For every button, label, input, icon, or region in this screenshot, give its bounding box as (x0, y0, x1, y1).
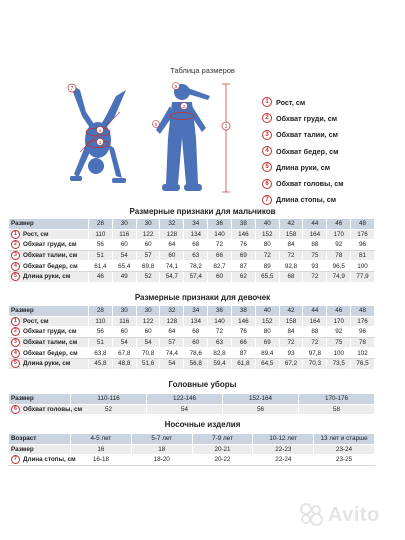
value-cell: 72 (279, 337, 303, 348)
legend-item: 6 Обхват головы, см (262, 175, 402, 191)
value-cell: 63,8 (89, 348, 113, 359)
svg-text:2: 2 (182, 104, 186, 109)
header-cell: 5-7 лет (131, 434, 192, 445)
header-cell: 170-176 (299, 394, 375, 405)
header-cell: 122-146 (147, 394, 223, 405)
value-cell: 87 (231, 261, 255, 272)
value-cell: 100 (351, 261, 375, 272)
value-cell: 60 (112, 240, 136, 251)
boys-size-table (8, 218, 375, 283)
value-cell: 78,6 (184, 348, 208, 359)
value-cell: 122 (136, 316, 160, 327)
value-cell: 54 (136, 337, 160, 348)
value-cell: 102 (351, 348, 375, 359)
header-cell: 36 (208, 306, 232, 317)
value-cell: 92 (327, 327, 351, 338)
value-cell: 51,6 (136, 358, 160, 369)
value-cell: 69 (231, 250, 255, 261)
page-title: Таблица размеров (170, 66, 235, 75)
table-row (9, 250, 375, 261)
value-cell: 46 (89, 271, 113, 282)
table-row (9, 404, 375, 415)
value-cell: 67,8 (112, 348, 136, 359)
value-cell: 170 (327, 316, 351, 327)
value-cell: 89 (255, 261, 279, 272)
value-cell: 72 (208, 327, 232, 338)
table-header-row (9, 219, 375, 230)
value-cell: 56,8 (184, 358, 208, 369)
value-cell: 75 (327, 337, 351, 348)
value-cell: 92,8 (279, 261, 303, 272)
row-label: Обхват талии, см (23, 339, 78, 347)
value-cell: 164 (303, 316, 327, 327)
value-cell: 63 (208, 337, 232, 348)
value-cell: 60 (160, 250, 184, 261)
row-label: Длина руки, см (23, 273, 71, 281)
value-cell: 52 (136, 271, 160, 282)
measurement-number-badge: 4 (11, 349, 20, 358)
row-label: Обхват груди, см (23, 328, 77, 336)
value-cell: 56 (89, 327, 113, 338)
row-label: Размер (11, 445, 34, 453)
value-cell: 54,7 (160, 271, 184, 282)
value-cell: 64 (160, 240, 184, 251)
value-cell: 56 (223, 404, 299, 415)
header-cell: 36 (208, 219, 232, 230)
value-cell: 57,4 (184, 271, 208, 282)
header-cell: 30 (112, 306, 136, 317)
header-cell: 30 (136, 219, 160, 230)
header-cell: 32 (160, 306, 184, 317)
legend-item: 4 Обхват бедер, см (262, 143, 402, 159)
hats-size-table (8, 393, 375, 415)
svg-text:1: 1 (224, 124, 228, 130)
value-cell: 82,8 (208, 348, 232, 359)
table-row (9, 271, 375, 282)
boys-section-title: Размерные признаки для мальчиков (129, 207, 276, 216)
value-cell: 69,8 (136, 261, 160, 272)
value-cell: 78 (351, 337, 375, 348)
value-cell: 81 (351, 250, 375, 261)
measurement-number-badge: 7 (11, 455, 20, 464)
value-cell: 96 (351, 240, 375, 251)
header-cell: 42 (279, 306, 303, 317)
header-cell: 34 (184, 219, 208, 230)
value-cell: 66 (208, 250, 232, 261)
value-cell: 54 (112, 250, 136, 261)
header-label-cell: Размер (9, 219, 89, 230)
header-cell: 34 (184, 306, 208, 317)
value-cell: 60 (136, 240, 160, 251)
measurement-number-badge: 3 (11, 338, 20, 347)
value-cell: 62 (231, 271, 255, 282)
value-cell: 23-24 (314, 444, 375, 455)
table-row (9, 455, 375, 466)
hats-section-title: Головные уборы (168, 380, 237, 389)
value-cell: 74,1 (160, 261, 184, 272)
measurement-number-badge: 3 (11, 251, 20, 260)
value-cell: 65,4 (112, 261, 136, 272)
value-cell: 88 (303, 240, 327, 251)
value-cell: 152 (255, 229, 279, 240)
legend-item: 7 Длина стопы, см (262, 192, 402, 208)
value-cell: 110 (89, 229, 113, 240)
value-cell: 128 (160, 316, 184, 327)
header-cell: 48 (351, 219, 375, 230)
value-cell: 100 (327, 348, 351, 359)
value-cell: 52 (71, 404, 147, 415)
value-cell: 23-25 (314, 455, 375, 466)
value-cell: 68 (184, 327, 208, 338)
measurement-legend (262, 94, 402, 208)
value-cell: 16 (71, 444, 132, 455)
header-cell: 4-5 лет (71, 434, 132, 445)
value-cell: 66 (231, 337, 255, 348)
value-cell: 57 (160, 337, 184, 348)
measurement-number-badge: 5 (11, 359, 20, 368)
value-cell: 54 (160, 358, 184, 369)
value-cell: 63 (184, 250, 208, 261)
value-cell: 93 (303, 261, 327, 272)
measurement-number-badge: 4 (11, 262, 20, 271)
row-label: Обхват талии, см (23, 252, 78, 260)
value-cell: 74,9 (327, 271, 351, 282)
value-cell: 72 (303, 271, 327, 282)
legend-item: 2 Обхват груди, см (262, 110, 402, 126)
measurement-number-badge: 2 (11, 327, 20, 336)
header-cell: 46 (327, 306, 351, 317)
girls-section-title: Размерные признаки для девочек (134, 293, 271, 302)
value-cell: 87 (231, 348, 255, 359)
value-cell: 49 (112, 271, 136, 282)
table-header-row (9, 306, 375, 317)
header-cell: 30 (112, 219, 136, 230)
value-cell: 45,8 (89, 358, 113, 369)
value-cell: 64 (160, 327, 184, 338)
header-cell: 10-12 лет (253, 434, 314, 445)
row-label: Обхват бедер, см (23, 349, 78, 357)
value-cell: 82,7 (208, 261, 232, 272)
table-row (9, 240, 375, 251)
header-cell: 42 (279, 219, 303, 230)
socks-size-table (8, 433, 375, 466)
value-cell: 18-20 (131, 455, 192, 466)
girls-size-table (8, 305, 375, 370)
value-cell: 70,8 (136, 348, 160, 359)
value-cell: 170 (327, 229, 351, 240)
measurement-number-badge: 5 (11, 272, 20, 281)
header-cell: 38 (231, 219, 255, 230)
value-cell: 176 (351, 229, 375, 240)
value-cell: 68 (279, 271, 303, 282)
svg-text:3: 3 (98, 140, 102, 145)
value-cell: 110 (89, 316, 113, 327)
header-cell: 13 лет и старше (314, 434, 375, 445)
value-cell: 116 (112, 229, 136, 240)
value-cell: 56 (89, 240, 113, 251)
value-cell: 57 (136, 250, 160, 261)
legend-item: 1 Рост, см (262, 94, 402, 110)
value-cell: 76,5 (351, 358, 375, 369)
value-cell: 92 (327, 240, 351, 251)
table-row (9, 261, 375, 272)
header-cell: 32 (160, 219, 184, 230)
value-cell: 54 (112, 337, 136, 348)
value-cell: 51 (89, 250, 113, 261)
row-label: Длина руки, см (23, 360, 71, 368)
measurement-number-badge: 1 (11, 317, 20, 326)
value-cell: 18 (131, 444, 192, 455)
measurement-number-badge: 6 (11, 405, 20, 414)
value-cell: 93 (279, 348, 303, 359)
row-label-cell (9, 271, 89, 282)
value-cell: 16-18 (71, 455, 132, 466)
row-label: Обхват груди, см (23, 241, 77, 249)
header-cell: 44 (303, 306, 327, 317)
legend-item: 5 Длина руки, см (262, 159, 402, 175)
value-cell: 64,5 (255, 358, 279, 369)
value-cell: 80 (255, 240, 279, 251)
measurement-number-badge: 2 (11, 240, 20, 249)
row-label-cell (9, 358, 89, 369)
table-row (9, 444, 375, 455)
row-label-cell (9, 316, 89, 327)
row-label-cell (9, 250, 89, 261)
row-label-cell (9, 337, 89, 348)
row-label-cell (9, 404, 83, 415)
table-row (9, 348, 375, 359)
value-cell: 60 (136, 327, 160, 338)
row-label: Рост, см (23, 231, 49, 239)
header-cell: 38 (231, 306, 255, 317)
table-header-row (9, 394, 375, 405)
row-label-cell (9, 261, 89, 272)
value-cell: 88 (303, 327, 327, 338)
value-cell: 20-21 (192, 444, 253, 455)
value-cell: 176 (351, 316, 375, 327)
value-cell: 61,4 (89, 261, 113, 272)
value-cell: 77,9 (351, 271, 375, 282)
header-cell: 28 (89, 219, 113, 230)
row-label-cell (9, 327, 89, 338)
value-cell: 69 (255, 337, 279, 348)
row-label: Обхват бедер, см (23, 262, 78, 270)
value-cell: 158 (279, 229, 303, 240)
value-cell: 60 (208, 271, 232, 282)
value-cell: 140 (208, 316, 232, 327)
value-cell: 74,4 (160, 348, 184, 359)
row-label: Обхват головы, см (23, 406, 83, 414)
value-cell: 58 (299, 404, 375, 415)
value-cell: 152 (255, 316, 279, 327)
girl-standing-figure (148, 80, 240, 198)
value-cell: 70,3 (303, 358, 327, 369)
svg-text:6: 6 (174, 84, 178, 89)
value-cell: 122 (136, 229, 160, 240)
row-label-cell (9, 455, 76, 466)
row-label-cell (9, 240, 89, 251)
svg-text:4: 4 (98, 128, 102, 133)
table-row (9, 327, 375, 338)
value-cell: 65,5 (255, 271, 279, 282)
row-label: Длина стопы, см (23, 456, 76, 464)
header-cell: 152-164 (223, 394, 299, 405)
table-row (9, 337, 375, 348)
value-cell: 72 (279, 250, 303, 261)
value-cell: 22-24 (253, 455, 314, 466)
row-label-cell (9, 229, 89, 240)
value-cell: 60 (184, 337, 208, 348)
value-cell: 78 (327, 250, 351, 261)
svg-text:5: 5 (154, 122, 158, 127)
header-cell: 48 (351, 306, 375, 317)
value-cell: 76 (231, 327, 255, 338)
header-label-cell: Размер (9, 306, 89, 317)
socks-section-title: Носочные изделия (164, 420, 241, 429)
header-cell: 28 (89, 306, 113, 317)
value-cell: 140 (208, 229, 232, 240)
table-row (9, 229, 375, 240)
table-header-row (9, 434, 375, 445)
value-cell: 164 (303, 229, 327, 240)
table-row (9, 316, 375, 327)
value-cell: 20-22 (192, 455, 253, 466)
value-cell: 73,5 (327, 358, 351, 369)
value-cell: 80 (255, 327, 279, 338)
value-cell: 76 (231, 240, 255, 251)
header-cell: 110-116 (71, 394, 147, 405)
value-cell: 84 (279, 240, 303, 251)
value-cell: 54 (147, 404, 223, 415)
value-cell: 146 (231, 316, 255, 327)
value-cell: 84 (279, 327, 303, 338)
row-label-cell (9, 348, 89, 359)
value-cell: 75 (303, 250, 327, 261)
value-cell: 59,4 (208, 358, 232, 369)
measurement-number-badge: 1 (11, 230, 20, 239)
value-cell: 96,5 (327, 261, 351, 272)
value-cell: 116 (112, 316, 136, 327)
value-cell: 72 (255, 250, 279, 261)
row-label: Рост, см (23, 318, 49, 326)
value-cell: 61,8 (231, 358, 255, 369)
value-cell: 134 (184, 229, 208, 240)
avito-logo-icon (300, 503, 324, 527)
header-label-cell: Размер (9, 394, 71, 405)
header-cell: 7-9 лет (192, 434, 253, 445)
value-cell: 97,8 (303, 348, 327, 359)
header-cell: 40 (255, 306, 279, 317)
row-label-cell (9, 444, 71, 455)
header-cell: 30 (136, 306, 160, 317)
value-cell: 78,2 (184, 261, 208, 272)
value-cell: 68 (184, 240, 208, 251)
legend-item: 3 Обхват талии, см (262, 127, 402, 143)
value-cell: 134 (184, 316, 208, 327)
avito-watermark: Avito (300, 503, 380, 527)
header-cell: 46 (327, 219, 351, 230)
header-cell: 40 (255, 219, 279, 230)
value-cell: 22-23 (253, 444, 314, 455)
boy-handstand-figure (60, 82, 140, 194)
header-cell: 44 (303, 219, 327, 230)
value-cell: 128 (160, 229, 184, 240)
value-cell: 67,2 (279, 358, 303, 369)
value-cell: 51 (89, 337, 113, 348)
value-cell: 72 (208, 240, 232, 251)
value-cell: 48,8 (112, 358, 136, 369)
header-label-cell: Возраст (9, 434, 71, 445)
value-cell: 146 (231, 229, 255, 240)
value-cell: 89,4 (255, 348, 279, 359)
value-cell: 60 (112, 327, 136, 338)
value-cell: 96 (351, 327, 375, 338)
table-row (9, 358, 375, 369)
value-cell: 158 (279, 316, 303, 327)
svg-text:7: 7 (70, 86, 74, 92)
value-cell: 72 (303, 337, 327, 348)
